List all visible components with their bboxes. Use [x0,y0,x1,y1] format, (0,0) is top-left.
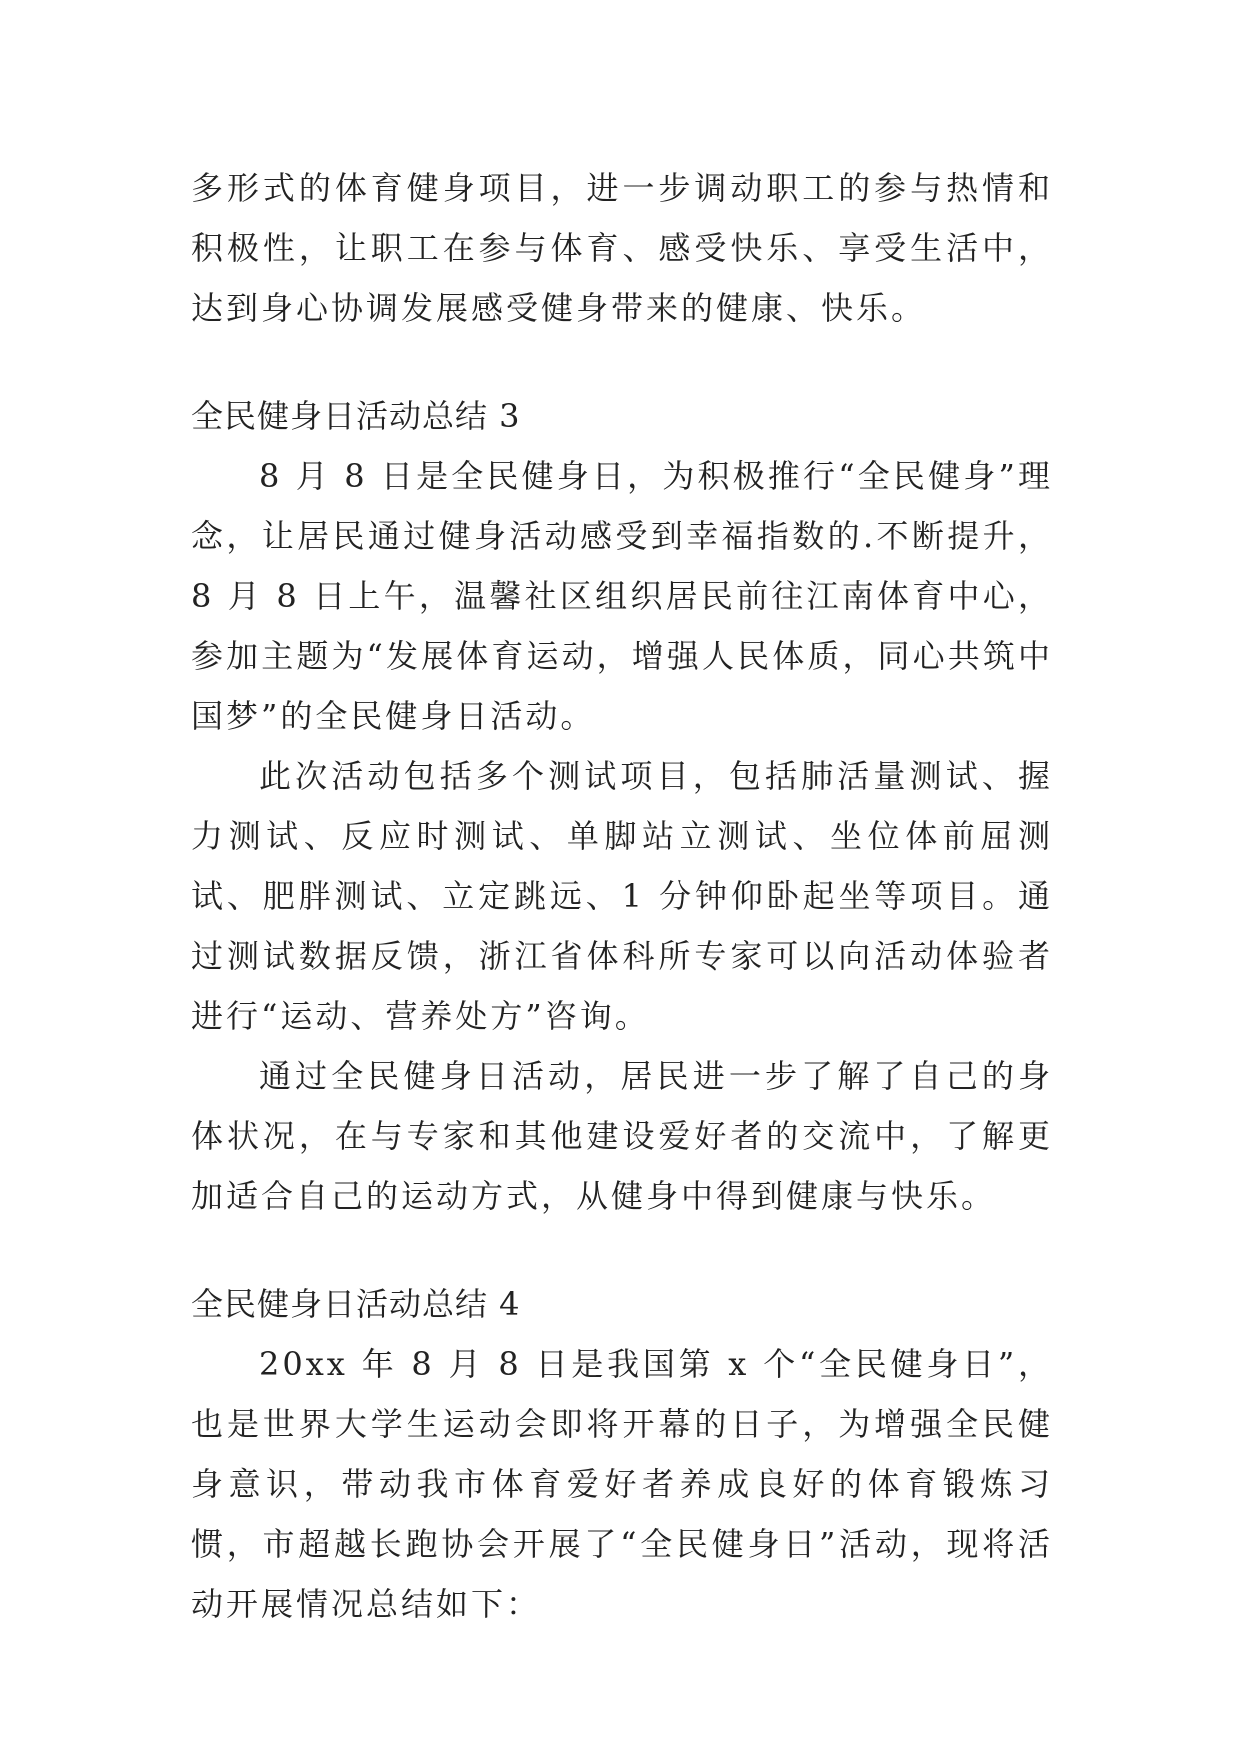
section-heading: 全民健身日活动总结 4 [191,1285,521,1323]
document-body [191,158,1053,1634]
body-paragraph: 20xx 年 8 月 8 日是我国第 x 个“全民健身日”，也是世界大学生运动会即将开幕的日子，为增强全民健身意识，带动我市体育爱好者养成良好的体育锻炼习惯，市超越长跑协会开展了“全民健身日”活动，现将活动开展情况总结如下： [191,1345,1053,1623]
body-paragraph: 通过全民健身日活动，居民进一步了解了自己的身体状况，在与专家和其他建设爱好者的交流中，了解更加适合自己的运动方式，从健身中得到健康与快乐。 [191,1057,1053,1215]
body-paragraph: 此次活动包括多个测试项目，包括肺活量测试、握力测试、反应时测试、单脚站立测试、坐位体前屈测试、肥胖测试、立定跳远、1 分钟仰卧起坐等项目。通过测试数据反馈，浙江省体科所专家可以向活动体验者进行“运动、营养处方”咨询。 [191,757,1053,1035]
section-3 [191,386,1053,1226]
continuation-paragraph: 多形式的体育健身项目，进一步调动职工的参与热情和积极性，让职工在参与体育、感受快乐、享受生活中，达到身心协调发展感受健身带来的健康、快乐。 [191,169,1053,327]
body-paragraph: 8 月 8 日是全民健身日，为积极推行“全民健身”理念，让居民通过健身活动感受到幸福指数的.不断提升，8 月 8 日上午，温馨社区组织居民前往江南体育中心，参加主题为“发展体育运动，增强人民体质，同心共筑中国梦”的全民健身日活动。 [191,457,1053,735]
section-4 [191,1274,1053,1634]
section-heading: 全民健身日活动总结 3 [191,397,521,435]
